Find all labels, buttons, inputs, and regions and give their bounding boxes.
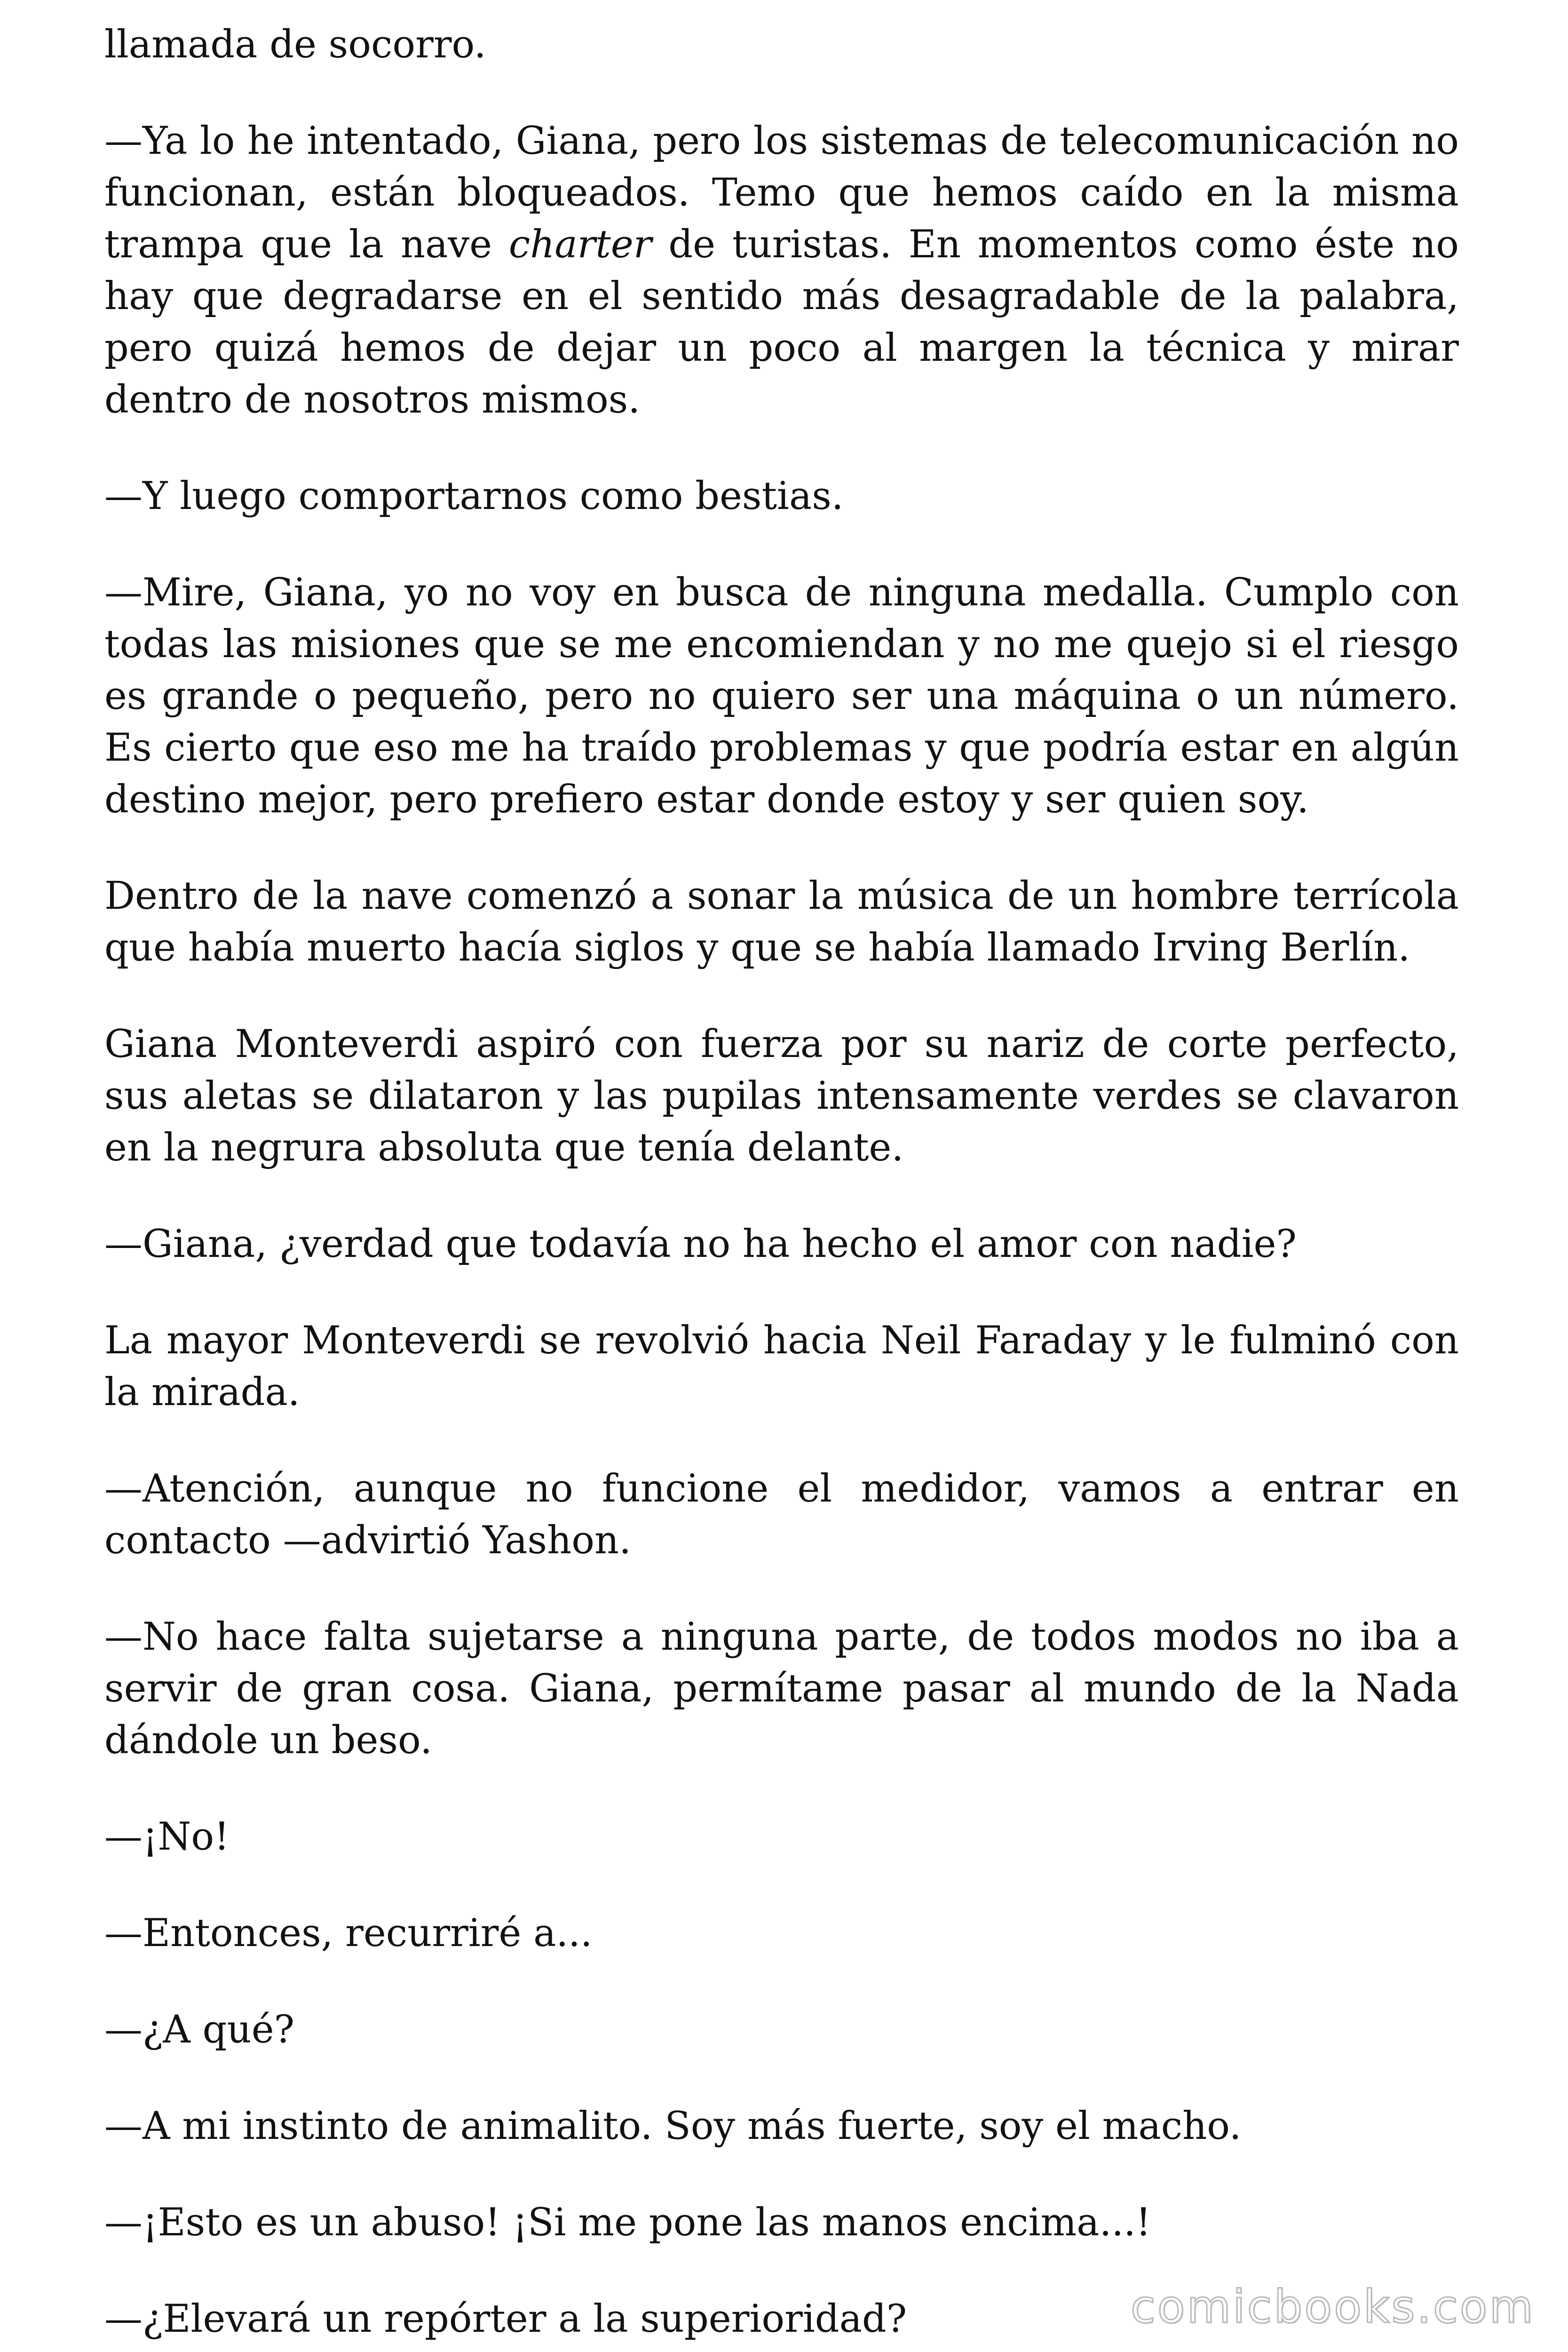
paragraph: —A mi instinto de animalito. Soy más fuerte, soy el macho. [104, 2104, 1242, 2148]
paragraph-text: de turistas. En momentos como éste no hay que degradarse en el sentido más desagradable de la palabra, pero quizá hemos de dejar un poco al margen la técnica y mirar dentro de nosotros mismos. [104, 222, 1459, 422]
paragraph: —¿A qué? [104, 2008, 295, 2052]
paragraph: Dentro de la nave comenzó a sonar la música de un hombre terrícola que había muerto hacía siglos y que se había llamado Irving Berlín. [104, 874, 1459, 970]
paragraph: La mayor Monteverdi se revolvió hacia Neil Faraday y le fulminó con la mirada. [104, 1319, 1459, 1414]
paragraph: llamada de socorro. [104, 23, 486, 67]
paragraph: Giana Monteverdi aspiró con fuerza por su nariz de corte perfecto, sus aletas se dilataron y las pupilas intensamente verdes se clavaron en la negrura absoluta que tenía delante. [104, 1022, 1459, 1170]
paragraph: —Atención, aunque no funcione el medidor, vamos a entrar en contacto —advirtió Yashon. [104, 1467, 1459, 1563]
paragraph: —¡Esto es un abuso! ¡Si me pone las manos encima...! [104, 2201, 1151, 2245]
paragraph: —¿Elevará un repórter a la superioridad? [104, 2297, 907, 2341]
paragraph: —Mire, Giana, yo no voy en busca de ninguna medalla. Cumplo con todas las misiones que se me encomiendan y no me quejo si el riesgo es grande o pequeño, pero no quiero ser una máquina o un número. Es cierto que eso me ha traído problemas y que podría estar en algún destino mejor, pero prefiero estar donde estoy y ser quien soy. [104, 571, 1459, 822]
italic-word: charter [508, 222, 652, 267]
paragraph [104, 115, 1459, 426]
paragraph: —Giana, ¿verdad que todavía no ha hecho el amor con nadie? [104, 1222, 1297, 1266]
paragraph: —Entonces, recurriré a... [104, 1911, 593, 1955]
paragraph: —¡No! [104, 1815, 230, 1859]
paragraph: —No hace falta sujetarse a ninguna parte, de todos modos no iba a servir de gran cosa. Giana, permítame pasar al mundo de la Nada dándole un beso. [104, 1615, 1459, 1763]
paragraph-text: —Ya lo he intentado, Giana, pero los sistemas de telecomunicación no funcionan, están bloqueados. Temo que hemos caído en la misma trampa que la nave [104, 119, 1459, 267]
page-text [104, 19, 1459, 2352]
watermark: comicbooks.com [1130, 2280, 1535, 2333]
paragraph: —Y luego comportarnos como bestias. [104, 474, 844, 518]
